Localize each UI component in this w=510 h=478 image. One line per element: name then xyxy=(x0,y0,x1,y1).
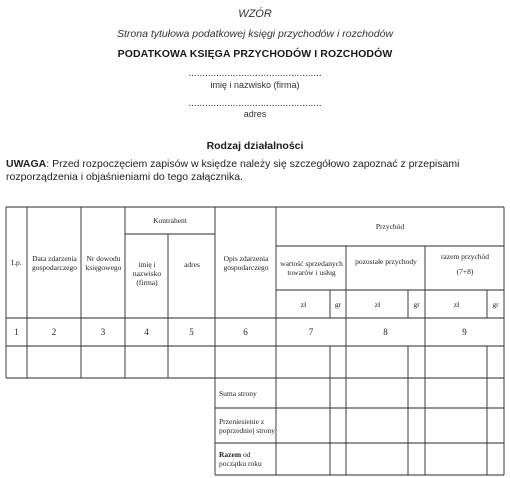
name-fill-line: ................................................ xyxy=(188,68,322,79)
column-number: 3 xyxy=(100,326,106,337)
header-event-description: Opis zdarzenia gospodarczego xyxy=(223,253,269,272)
column-number: 5 xyxy=(189,326,194,337)
header-other-revenue: pozostałe przychody xyxy=(355,256,417,266)
header-revenue: Przychód xyxy=(375,222,405,231)
column-number: 4 xyxy=(144,326,149,337)
document-subtitle: Strona tytułowa podatkowej księgi przychodów i rozchodów xyxy=(116,28,394,40)
note-text: : Przed rozpoczęciem zapisów w księdze należy się szczegółowo zapoznać z przepisami rozporządzenia i objaśnieniami do tego załącznika. xyxy=(6,158,460,183)
header-total-revenue: razem przychód xyxy=(440,251,490,261)
column-number: 8 xyxy=(383,326,388,337)
header-contractor-name: imię i nazwisko (firma) xyxy=(132,260,162,287)
summary-carried-over: Przeniesienie z poprzedniej strony xyxy=(219,416,276,435)
header-contractor: Kontrahent xyxy=(153,216,187,225)
header-gr: gr xyxy=(334,299,342,309)
column-number: 7 xyxy=(308,326,314,337)
document-title: PODATKOWA KSIĘGA PRZYCHODÓW I ROZCHODÓW xyxy=(117,48,393,60)
address-caption: adres xyxy=(243,109,267,119)
column-number: 6 xyxy=(243,326,248,337)
column-number: 9 xyxy=(462,326,467,337)
header-gr: gr xyxy=(492,299,499,309)
summary-year-total-rest: od początku roku xyxy=(219,450,262,468)
header-zl: zł xyxy=(453,299,460,309)
header-document-number: Nr dowodu księgowego xyxy=(85,253,122,272)
section-title: Rodzaj działalności xyxy=(206,140,304,152)
header-contractor-address: adres xyxy=(184,260,200,269)
header-zl: zł xyxy=(300,299,307,309)
note-label: UWAGA xyxy=(6,158,47,170)
header-sales-value: wartość sprzedanych towarów i usług xyxy=(280,259,343,277)
column-number: 1 xyxy=(14,326,19,337)
summary-year-total-bold: Razem xyxy=(219,450,242,459)
address-fill-line: ................................................ xyxy=(188,98,322,109)
column-number: 2 xyxy=(51,326,57,337)
header-total-formula: (7+8) xyxy=(456,266,474,276)
summary-year-total xyxy=(216,443,276,475)
summary-page-total: Suma strony xyxy=(219,388,257,398)
document-label: WZÓR xyxy=(238,8,272,20)
header-zl: zł xyxy=(374,299,381,309)
name-caption: imię i nazwisko (firma) xyxy=(210,80,300,90)
header-gr: gr xyxy=(413,299,420,309)
header-lp: Lp. xyxy=(11,258,22,267)
header-event-date: Data zdarzenia gospodarczego xyxy=(32,253,77,272)
